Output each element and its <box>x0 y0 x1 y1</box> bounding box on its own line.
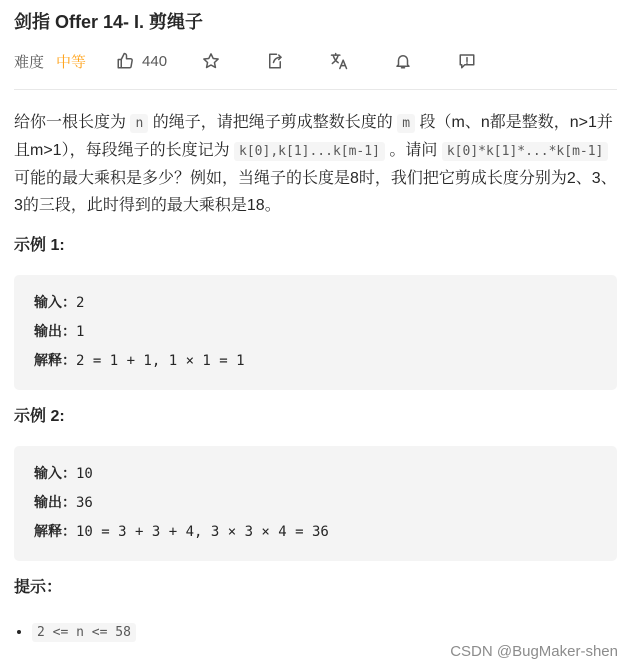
list-item <box>32 619 617 646</box>
like-button[interactable] <box>116 52 167 70</box>
share-icon[interactable] <box>265 51 285 71</box>
bell-icon[interactable] <box>393 51 413 71</box>
inline-code-sequence: k[0],k[1]...k[m-1] <box>234 142 385 161</box>
watermark: CSDN @BugMaker-shen <box>450 643 618 660</box>
example-output-line: 输出：1 <box>34 324 85 340</box>
problem-title: 剑指 Offer 14- I. 剪绳子 <box>14 12 204 32</box>
example-output-line: 输出：36 <box>34 495 93 511</box>
desc-text: 。请问 <box>389 142 438 159</box>
inline-code-n: n <box>130 114 148 133</box>
example-input-line: 输入：10 <box>34 466 93 482</box>
desc-text: 段（m、n都是整数，n>1并且m>1），每段绳子的长度记为 <box>14 114 613 159</box>
inline-code-constraint: 2 <= n <= 58 <box>32 623 136 642</box>
desc-text: 的绳子，请把绳子剪成整数长度的 <box>152 114 393 131</box>
desc-text: 可能的最大乘积是多少？例如，当绳子的长度是8时，我们把它剪成长度分别为2、3、3的三段，此时得到的最大乘积是18。 <box>14 170 617 214</box>
desc-text: 给你一根长度为 <box>14 114 127 131</box>
divider <box>14 89 617 90</box>
example-input-line: 输入：2 <box>34 295 85 311</box>
hints-title: 提示： <box>14 579 63 596</box>
difficulty-label: 难度 <box>14 53 45 71</box>
hints-list <box>14 619 617 646</box>
example-2-title: 示例 2: <box>14 408 65 425</box>
example-1-title: 示例 1: <box>14 237 65 254</box>
example-explain-line: 解释：10 = 3 + 3 + 4, 3 × 3 × 4 = 36 <box>34 524 329 540</box>
problem-description <box>14 109 617 219</box>
like-count: 440 <box>142 52 168 70</box>
problem-meta-bar <box>14 44 617 78</box>
inline-code-product: k[0]*k[1]*...*k[m-1] <box>442 142 609 161</box>
example-2-box <box>14 446 617 561</box>
example-explain-line: 解释：2 = 1 + 1, 1 × 1 = 1 <box>34 353 245 369</box>
translate-icon[interactable] <box>329 51 349 71</box>
difficulty-badge: 中等 <box>56 53 87 71</box>
thumbs-up-icon <box>116 52 134 70</box>
example-1-box <box>14 275 617 390</box>
star-icon[interactable] <box>201 51 221 71</box>
problem-page <box>14 8 617 646</box>
feedback-icon[interactable] <box>457 51 477 71</box>
inline-code-m: m <box>397 114 415 133</box>
